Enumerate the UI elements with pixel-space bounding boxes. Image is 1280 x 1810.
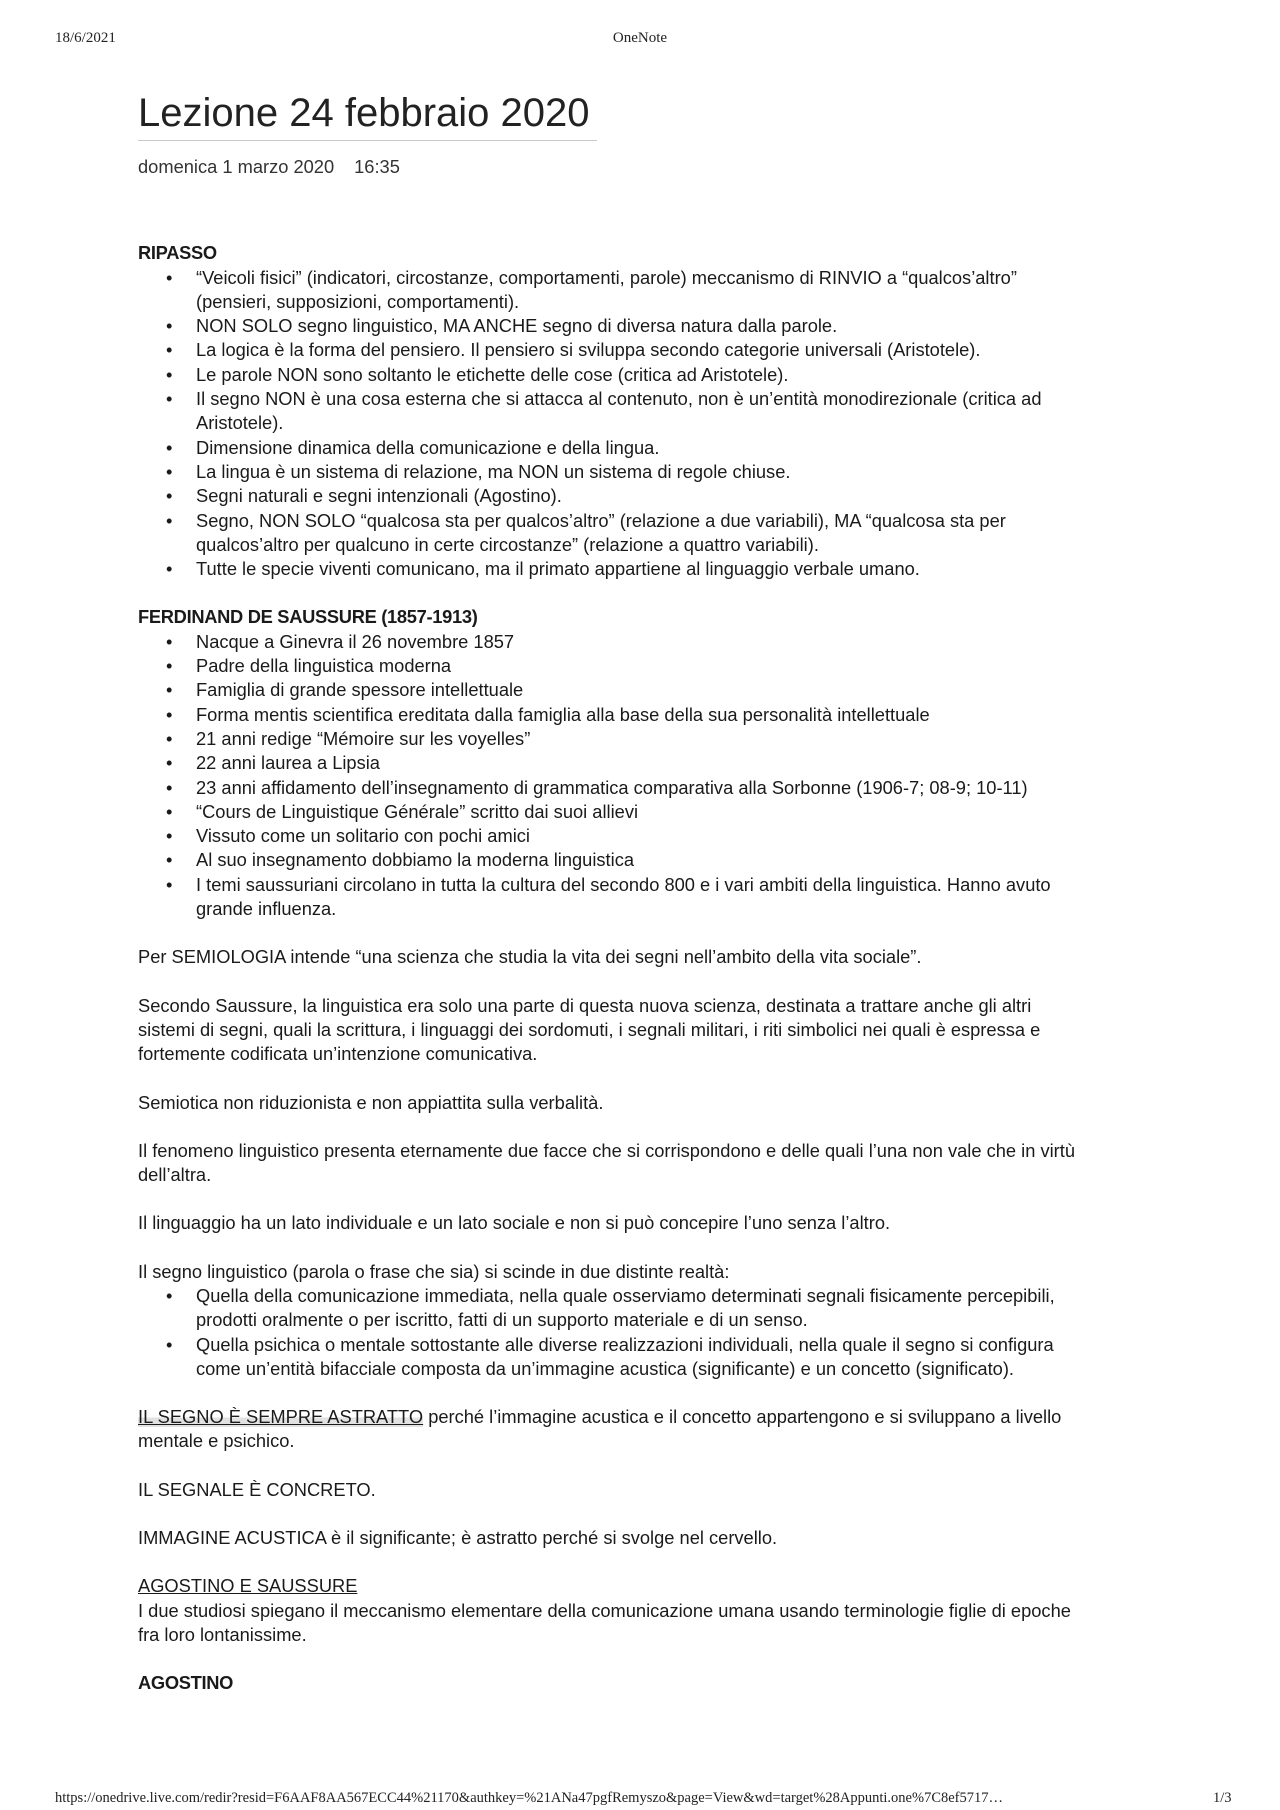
saussure-list xyxy=(138,630,1088,922)
page-number: 1/3 xyxy=(1213,1790,1232,1806)
secondo-saussure-paragraph: Secondo Saussure, la linguistica era solo una parte di questa nuova scienza, destinata a trattare anche gli altri sistemi di segni, quali la scrittura, i linguaggi dei sordomuti, i segnali militari, i riti simbolici nei quali è espressa e fortemente codificata un’intenzione comunicativa. xyxy=(138,994,1041,1065)
list-item: • I temi saussuriani circolano in tutta la cultura del secondo 800 e i vari ambiti della linguistica. Hanno avuto grande influenza. xyxy=(196,873,1088,922)
immagine-paragraph: IMMAGINE ACUSTICA è il significante; è astratto perché si svolge nel cervello. xyxy=(138,1527,778,1549)
list-item: • Segno, NON SOLO “qualcosa sta per qualcos’altro” (relazione a due variabili), MA “qualcosa sta per qualcos’altro per qualcuno in certe circostanze” (relazione a quattro variabili). xyxy=(196,509,1088,558)
list-item: • Dimensione dinamica della comunicazione e della lingua. xyxy=(196,436,1088,460)
agostino-saussure-paragraph: I due studiosi spiegano il meccanismo elementare della comunicazione umana usando terminologie figlie di epoche fra loro lontanissime. xyxy=(138,1599,1071,1645)
list-item: • Vissuto come un solitario con pochi amici xyxy=(196,824,1088,848)
semiotica-paragraph: Semiotica non riduzionista e non appiattita sulla verbalità. xyxy=(138,1091,604,1113)
segno-intro-paragraph: Il segno linguistico (parola o frase che sia) si scinde in due distinte realtà: xyxy=(138,1260,730,1282)
linguaggio-paragraph: Il linguaggio ha un lato individuale e un lato sociale e non si può concepire l’uno senza l’altro. xyxy=(138,1212,891,1234)
list-item: • Quella psichica o mentale sottostante alle diverse realizzazioni individuali, nella quale il segno si configura come un’entità bifacciale composta da un’immagine acustica (significante) e un concetto (significato). xyxy=(196,1333,1088,1382)
agostino-saussure-heading: AGOSTINO E SAUSSURE xyxy=(138,1575,358,1597)
list-item: • Segni naturali e segni intenzionali (Agostino). xyxy=(196,484,1088,508)
page-url: https://onedrive.live.com/redir?resid=F6AAF8AA567ECC44%21170&authkey=%21ANa47pgfRemyszo&page=View&wd=target%28Appunti.one%7C8ef5717… xyxy=(55,1790,1004,1806)
astratto-highlight: IL SEGNO È SEMPRE ASTRATTO xyxy=(138,1406,424,1428)
list-item: • “Cours de Linguistique Générale” scritto dai suoi allievi xyxy=(196,800,1088,824)
semiologia-paragraph: Per SEMIOLOGIA intende “una scienza che studia la vita dei segni nell’ambito della vita sociale”. xyxy=(138,946,922,968)
list-item: • Tutte le specie viventi comunicano, ma il primato appartiene al linguaggio verbale umano. xyxy=(196,557,1088,581)
list-item: • “Veicoli fisici” (indicatori, circostanze, comportamenti, parole) meccanismo di RINVIO a “qualcos’altro” (pensieri, supposizioni, comportamenti). xyxy=(196,266,1088,315)
note-time: 16:35 xyxy=(354,156,400,177)
list-item: • Il segno NON è una cosa esterna che si attacca al contenuto, non è un’entità monodirezionale (critica ad Aristotele). xyxy=(196,387,1088,436)
agostino-heading: AGOSTINO xyxy=(138,1672,234,1694)
list-item: • Forma mentis scientifica ereditata dalla famiglia alla base della sua personalità intellettuale xyxy=(196,703,1088,727)
list-item: • 23 anni affidamento dell’insegnamento di grammatica comparativa alla Sorbonne (1906-7; 08-9; 10-11) xyxy=(196,776,1088,800)
list-item: • Famiglia di grande spessore intellettuale xyxy=(196,678,1088,702)
note-date: domenica 1 marzo 2020 xyxy=(138,156,335,177)
list-item: • 21 anni redige “Mémoire sur les voyelles” xyxy=(196,727,1088,751)
note-timestamp xyxy=(138,155,1088,179)
list-item: • Nacque a Ginevra il 26 novembre 1857 xyxy=(196,630,1088,654)
page-title: Lezione 24 febbraio 2020 xyxy=(138,88,597,141)
list-item: • Padre della linguistica moderna xyxy=(196,654,1088,678)
astratto-paragraph xyxy=(138,1405,1088,1454)
note-page xyxy=(138,88,1088,1696)
list-item: • La logica è la forma del pensiero. Il pensiero si sviluppa secondo categorie universali (Aristotele). xyxy=(196,338,1088,362)
list-item: • Quella della comunicazione immediata, nella quale osserviamo determinati segnali fisicamente percepibili, prodotti oralmente o per iscritto, fatti di un supporto materiale e di un senso. xyxy=(196,1284,1088,1333)
saussure-heading: FERDINAND DE SAUSSURE (1857-1913) xyxy=(138,606,478,628)
print-header xyxy=(0,30,1280,52)
list-item: • La lingua è un sistema di relazione, ma NON un sistema di regole chiuse. xyxy=(196,460,1088,484)
print-date: 18/6/2021 xyxy=(55,30,116,46)
astratto-rest: perché l’immagine acustica e il concetto appartengono e si sviluppano a livello mentale e psichico. xyxy=(138,1406,1062,1452)
list-item: • 22 anni laurea a Lipsia xyxy=(196,751,1088,775)
list-item: • NON SOLO segno linguistico, MA ANCHE segno di diversa natura dalla parole. xyxy=(196,314,1088,338)
ripasso-list xyxy=(138,266,1088,582)
segnale-paragraph: IL SEGNALE È CONCRETO. xyxy=(138,1478,376,1500)
ripasso-heading: RIPASSO xyxy=(138,242,217,264)
list-item: • Al suo insegnamento dobbiamo la moderna linguistica xyxy=(196,848,1088,872)
list-item: • Le parole NON sono soltanto le etichette delle cose (critica ad Aristotele). xyxy=(196,363,1088,387)
fenomeno-paragraph: Il fenomeno linguistico presenta eternamente due facce che si corrispondono e delle quali l’una non vale che in virtù dell’altra. xyxy=(138,1139,1075,1186)
segno-list xyxy=(138,1284,1088,1381)
print-app-name: OneNote xyxy=(612,30,668,46)
